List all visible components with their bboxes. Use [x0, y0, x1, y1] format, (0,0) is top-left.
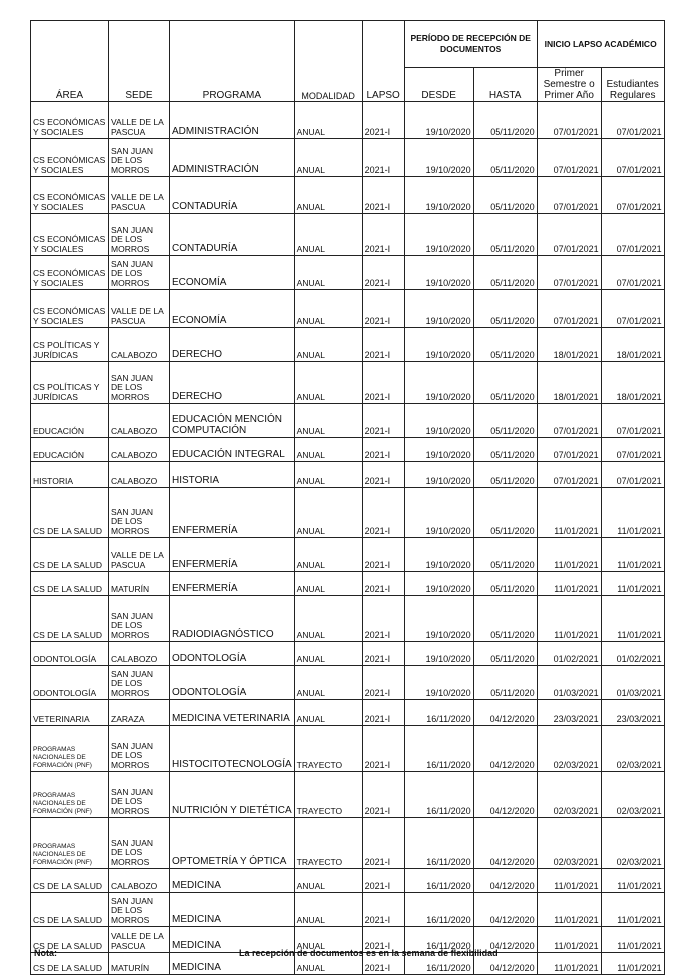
- group-header-inicio: INICIO LAPSO ACADÉMICO: [537, 21, 664, 68]
- cell-modalidad: TRAYECTO: [294, 818, 362, 869]
- cell-hasta: 05/11/2020: [473, 596, 537, 642]
- cell-regulares: 01/02/2021: [601, 642, 664, 666]
- cell-modalidad: ANUAL: [294, 328, 362, 362]
- cell-regulares: 02/03/2021: [601, 772, 664, 818]
- cell-hasta: 04/12/2020: [473, 953, 537, 975]
- cell-lapso: 2021-I: [362, 893, 404, 927]
- table-header: [31, 21, 665, 102]
- cell-modalidad: ANUAL: [294, 102, 362, 139]
- cell-programa: MEDICINA: [170, 927, 295, 953]
- cell-modalidad: ANUAL: [294, 256, 362, 290]
- col-header-hasta: HASTA: [473, 68, 537, 102]
- cell-lapso: 2021-I: [362, 726, 404, 772]
- cell-sede: SAN JUAN DE LOS MORROS: [109, 893, 170, 927]
- cell-hasta: 04/12/2020: [473, 818, 537, 869]
- cell-programa: MEDICINA VETERINARIA: [170, 700, 295, 726]
- table-row: [31, 642, 665, 666]
- cell-lapso: 2021-I: [362, 572, 404, 596]
- cell-modalidad: ANUAL: [294, 404, 362, 438]
- cell-desde: 19/10/2020: [404, 102, 473, 139]
- cell-area: CS ECONÓMICAS Y SOCIALES: [31, 102, 109, 139]
- cell-sede: ZARAZA: [109, 700, 170, 726]
- cell-regulares: 02/03/2021: [601, 726, 664, 772]
- cell-programa: CONTADURÍA: [170, 214, 295, 256]
- cell-sede: SAN JUAN DE LOS MORROS: [109, 666, 170, 700]
- cell-hasta: 05/11/2020: [473, 438, 537, 462]
- cell-primer: 02/03/2021: [537, 818, 601, 869]
- cell-sede: SAN JUAN DE LOS MORROS: [109, 139, 170, 177]
- cell-area: CS ECONÓMICAS Y SOCIALES: [31, 256, 109, 290]
- cell-modalidad: ANUAL: [294, 893, 362, 927]
- cell-lapso: 2021-I: [362, 177, 404, 214]
- table-body: [31, 102, 665, 975]
- cell-regulares: 11/01/2021: [601, 488, 664, 538]
- cell-sede: SAN JUAN DE LOS MORROS: [109, 488, 170, 538]
- cell-primer: 07/01/2021: [537, 290, 601, 328]
- cell-area: PROGRAMAS NACIONALES DE FORMACIÓN (PNF): [31, 726, 109, 772]
- table-row: [31, 666, 665, 700]
- cell-programa: ADMINISTRACIÓN: [170, 102, 295, 139]
- cell-primer: 07/01/2021: [537, 214, 601, 256]
- cell-sede: SAN JUAN DE LOS MORROS: [109, 772, 170, 818]
- table-row: [31, 214, 665, 256]
- cell-sede: MATURÍN: [109, 572, 170, 596]
- cell-sede: CALABOZO: [109, 328, 170, 362]
- cell-sede: SAN JUAN DE LOS MORROS: [109, 726, 170, 772]
- cell-hasta: 05/11/2020: [473, 572, 537, 596]
- cell-primer: 23/03/2021: [537, 700, 601, 726]
- cell-desde: 16/11/2020: [404, 772, 473, 818]
- cell-desde: 16/11/2020: [404, 700, 473, 726]
- cell-sede: SAN JUAN DE LOS MORROS: [109, 596, 170, 642]
- cell-primer: 11/01/2021: [537, 953, 601, 975]
- table-row: [31, 462, 665, 488]
- cell-desde: 19/10/2020: [404, 214, 473, 256]
- cell-sede: SAN JUAN DE LOS MORROS: [109, 256, 170, 290]
- cell-hasta: 04/12/2020: [473, 772, 537, 818]
- cell-modalidad: ANUAL: [294, 642, 362, 666]
- cell-lapso: 2021-I: [362, 488, 404, 538]
- cell-desde: 16/11/2020: [404, 953, 473, 975]
- table-row: [31, 139, 665, 177]
- cell-modalidad: ANUAL: [294, 596, 362, 642]
- cell-modalidad: ANUAL: [294, 290, 362, 328]
- cell-hasta: 05/11/2020: [473, 642, 537, 666]
- cell-regulares: 11/01/2021: [601, 927, 664, 953]
- cell-desde: 16/11/2020: [404, 893, 473, 927]
- cell-lapso: 2021-I: [362, 256, 404, 290]
- cell-modalidad: ANUAL: [294, 666, 362, 700]
- cell-hasta: 05/11/2020: [473, 462, 537, 488]
- cell-primer: 07/01/2021: [537, 462, 601, 488]
- table-row: [31, 818, 665, 869]
- table-row: [31, 177, 665, 214]
- cell-desde: 19/10/2020: [404, 666, 473, 700]
- cell-programa: ODONTOLOGÍA: [170, 666, 295, 700]
- cell-desde: 19/10/2020: [404, 572, 473, 596]
- cell-programa: ENFERMERÍA: [170, 538, 295, 572]
- cell-hasta: 05/11/2020: [473, 488, 537, 538]
- cell-programa: ENFERMERÍA: [170, 572, 295, 596]
- cell-lapso: 2021-I: [362, 700, 404, 726]
- cell-area: PROGRAMAS NACIONALES DE FORMACIÓN (PNF): [31, 818, 109, 869]
- cell-lapso: 2021-I: [362, 953, 404, 975]
- cell-modalidad: ANUAL: [294, 953, 362, 975]
- cell-programa: NUTRICIÓN Y DIETÉTICA: [170, 772, 295, 818]
- cell-desde: 19/10/2020: [404, 177, 473, 214]
- cell-sede: SAN JUAN DE LOS MORROS: [109, 818, 170, 869]
- cell-programa: EDUCACIÓN MENCIÓN COMPUTACIÓN: [170, 404, 295, 438]
- cell-area: CS DE LA SALUD: [31, 927, 109, 953]
- cell-hasta: 05/11/2020: [473, 290, 537, 328]
- cell-sede: CALABOZO: [109, 462, 170, 488]
- cell-sede: SAN JUAN DE LOS MORROS: [109, 214, 170, 256]
- table-row: [31, 362, 665, 404]
- cell-regulares: 18/01/2021: [601, 362, 664, 404]
- cell-regulares: 23/03/2021: [601, 700, 664, 726]
- cell-hasta: 04/12/2020: [473, 700, 537, 726]
- table-row: [31, 488, 665, 538]
- cell-primer: 11/01/2021: [537, 869, 601, 893]
- note-text: La recepción de documentos es en la semana de flexibilidad: [239, 948, 498, 958]
- cell-modalidad: ANUAL: [294, 362, 362, 404]
- cell-hasta: 05/11/2020: [473, 177, 537, 214]
- cell-primer: 11/01/2021: [537, 927, 601, 953]
- cell-programa: CONTADURÍA: [170, 177, 295, 214]
- cell-hasta: 05/11/2020: [473, 214, 537, 256]
- cell-regulares: 07/01/2021: [601, 102, 664, 139]
- cell-primer: 07/01/2021: [537, 404, 601, 438]
- cell-primer: 18/01/2021: [537, 328, 601, 362]
- cell-primer: 11/01/2021: [537, 488, 601, 538]
- col-header-primer: Primer Semestre o Primer Año: [537, 68, 601, 102]
- group-header-periodo: PERÍODO DE RECEPCIÓN DE DOCUMENTOS: [404, 21, 537, 68]
- cell-programa: DERECHO: [170, 362, 295, 404]
- cell-programa: RADIODIAGNÓSTICO: [170, 596, 295, 642]
- cell-hasta: 04/12/2020: [473, 927, 537, 953]
- cell-sede: VALLE DE LA PASCUA: [109, 177, 170, 214]
- table-row: [31, 290, 665, 328]
- cell-regulares: 07/01/2021: [601, 214, 664, 256]
- cell-sede: SAN JUAN DE LOS MORROS: [109, 362, 170, 404]
- cell-hasta: 05/11/2020: [473, 328, 537, 362]
- cell-regulares: 11/01/2021: [601, 596, 664, 642]
- cell-hasta: 05/11/2020: [473, 538, 537, 572]
- col-header-desde: DESDE: [404, 68, 473, 102]
- cell-programa: EDUCACIÓN INTEGRAL: [170, 438, 295, 462]
- cell-area: EDUCACIÓN: [31, 438, 109, 462]
- cell-primer: 11/01/2021: [537, 572, 601, 596]
- cell-desde: 19/10/2020: [404, 290, 473, 328]
- cell-modalidad: ANUAL: [294, 927, 362, 953]
- cell-desde: 19/10/2020: [404, 256, 473, 290]
- table-row: [31, 772, 665, 818]
- cell-modalidad: TRAYECTO: [294, 772, 362, 818]
- table-row: [31, 102, 665, 139]
- cell-primer: 07/01/2021: [537, 438, 601, 462]
- table-row: [31, 869, 665, 893]
- cell-lapso: 2021-I: [362, 596, 404, 642]
- table-row: [31, 328, 665, 362]
- cell-programa: HISTOCITOTECNOLOGÍA: [170, 726, 295, 772]
- table-row: [31, 404, 665, 438]
- cell-programa: OPTOMETRÍA Y ÓPTICA: [170, 818, 295, 869]
- cell-area: PROGRAMAS NACIONALES DE FORMACIÓN (PNF): [31, 772, 109, 818]
- table-row: [31, 596, 665, 642]
- table-row: [31, 438, 665, 462]
- cell-sede: CALABOZO: [109, 438, 170, 462]
- cell-hasta: 05/11/2020: [473, 362, 537, 404]
- schedule-table: [30, 20, 665, 975]
- cell-desde: 19/10/2020: [404, 488, 473, 538]
- col-header-sede: SEDE: [109, 21, 170, 102]
- cell-area: CS ECONÓMICAS Y SOCIALES: [31, 290, 109, 328]
- cell-area: HISTORIA: [31, 462, 109, 488]
- cell-area: ODONTOLOGÍA: [31, 642, 109, 666]
- cell-hasta: 05/11/2020: [473, 139, 537, 177]
- cell-area: ODONTOLOGÍA: [31, 666, 109, 700]
- cell-modalidad: ANUAL: [294, 538, 362, 572]
- col-header-area: ÁREA: [31, 21, 109, 102]
- table-row: [31, 726, 665, 772]
- cell-programa: DERECHO: [170, 328, 295, 362]
- cell-lapso: 2021-I: [362, 328, 404, 362]
- cell-primer: 07/01/2021: [537, 256, 601, 290]
- cell-modalidad: ANUAL: [294, 700, 362, 726]
- note-label: Nota:: [34, 948, 57, 958]
- cell-primer: 01/02/2021: [537, 642, 601, 666]
- cell-area: EDUCACIÓN: [31, 404, 109, 438]
- cell-lapso: 2021-I: [362, 214, 404, 256]
- cell-regulares: 01/03/2021: [601, 666, 664, 700]
- cell-desde: 19/10/2020: [404, 438, 473, 462]
- cell-primer: 11/01/2021: [537, 596, 601, 642]
- table-row: [31, 256, 665, 290]
- table-row: [31, 538, 665, 572]
- cell-lapso: 2021-I: [362, 818, 404, 869]
- cell-regulares: 07/01/2021: [601, 462, 664, 488]
- cell-lapso: 2021-I: [362, 927, 404, 953]
- cell-primer: 11/01/2021: [537, 538, 601, 572]
- cell-modalidad: ANUAL: [294, 177, 362, 214]
- cell-desde: 19/10/2020: [404, 139, 473, 177]
- cell-primer: 07/01/2021: [537, 139, 601, 177]
- cell-area: CS ECONÓMICAS Y SOCIALES: [31, 139, 109, 177]
- cell-regulares: 07/01/2021: [601, 404, 664, 438]
- cell-hasta: 04/12/2020: [473, 893, 537, 927]
- cell-desde: 16/11/2020: [404, 927, 473, 953]
- cell-programa: MEDICINA: [170, 869, 295, 893]
- cell-primer: 01/03/2021: [537, 666, 601, 700]
- cell-area: VETERINARIA: [31, 700, 109, 726]
- cell-regulares: 07/01/2021: [601, 256, 664, 290]
- cell-regulares: 07/01/2021: [601, 139, 664, 177]
- cell-programa: MEDICINA: [170, 953, 295, 975]
- cell-lapso: 2021-I: [362, 290, 404, 328]
- cell-desde: 19/10/2020: [404, 404, 473, 438]
- col-header-programa: PROGRAMA: [170, 21, 295, 102]
- cell-regulares: 02/03/2021: [601, 818, 664, 869]
- cell-area: CS DE LA SALUD: [31, 953, 109, 975]
- cell-area: CS ECONÓMICAS Y SOCIALES: [31, 214, 109, 256]
- cell-hasta: 05/11/2020: [473, 666, 537, 700]
- cell-hasta: 05/11/2020: [473, 404, 537, 438]
- cell-sede: VALLE DE LA PASCUA: [109, 927, 170, 953]
- cell-area: CS POLÍTICAS Y JURÍDICAS: [31, 328, 109, 362]
- cell-sede: VALLE DE LA PASCUA: [109, 538, 170, 572]
- table-row: [31, 893, 665, 927]
- cell-modalidad: TRAYECTO: [294, 726, 362, 772]
- cell-modalidad: ANUAL: [294, 214, 362, 256]
- cell-lapso: 2021-I: [362, 869, 404, 893]
- cell-lapso: 2021-I: [362, 538, 404, 572]
- table-row: [31, 700, 665, 726]
- cell-programa: HISTORIA: [170, 462, 295, 488]
- cell-desde: 19/10/2020: [404, 328, 473, 362]
- cell-hasta: 04/12/2020: [473, 869, 537, 893]
- cell-desde: 19/10/2020: [404, 462, 473, 488]
- cell-lapso: 2021-I: [362, 642, 404, 666]
- cell-area: CS DE LA SALUD: [31, 572, 109, 596]
- cell-regulares: 18/01/2021: [601, 328, 664, 362]
- cell-programa: ODONTOLOGÍA: [170, 642, 295, 666]
- cell-lapso: 2021-I: [362, 666, 404, 700]
- cell-sede: VALLE DE LA PASCUA: [109, 102, 170, 139]
- cell-modalidad: ANUAL: [294, 572, 362, 596]
- col-header-lapso: LAPSO: [362, 21, 404, 102]
- cell-sede: CALABOZO: [109, 642, 170, 666]
- cell-hasta: 05/11/2020: [473, 102, 537, 139]
- cell-desde: 16/11/2020: [404, 818, 473, 869]
- cell-sede: CALABOZO: [109, 869, 170, 893]
- cell-area: CS ECONÓMICAS Y SOCIALES: [31, 177, 109, 214]
- cell-lapso: 2021-I: [362, 139, 404, 177]
- cell-primer: 07/01/2021: [537, 177, 601, 214]
- cell-sede: CALABOZO: [109, 404, 170, 438]
- cell-desde: 19/10/2020: [404, 596, 473, 642]
- cell-primer: 11/01/2021: [537, 893, 601, 927]
- cell-programa: MEDICINA: [170, 893, 295, 927]
- cell-area: CS DE LA SALUD: [31, 596, 109, 642]
- cell-lapso: 2021-I: [362, 772, 404, 818]
- cell-regulares: 07/01/2021: [601, 177, 664, 214]
- cell-primer: 02/03/2021: [537, 772, 601, 818]
- cell-primer: 18/01/2021: [537, 362, 601, 404]
- cell-area: CS DE LA SALUD: [31, 869, 109, 893]
- col-header-modalidad: MODALIDAD: [294, 21, 362, 102]
- cell-regulares: 11/01/2021: [601, 572, 664, 596]
- cell-desde: 19/10/2020: [404, 362, 473, 404]
- cell-hasta: 05/11/2020: [473, 256, 537, 290]
- cell-lapso: 2021-I: [362, 462, 404, 488]
- cell-modalidad: ANUAL: [294, 869, 362, 893]
- cell-programa: ENFERMERÍA: [170, 488, 295, 538]
- cell-regulares: 11/01/2021: [601, 893, 664, 927]
- cell-area: CS DE LA SALUD: [31, 538, 109, 572]
- cell-regulares: 11/01/2021: [601, 953, 664, 975]
- cell-regulares: 07/01/2021: [601, 438, 664, 462]
- cell-programa: ECONOMÍA: [170, 256, 295, 290]
- table-row: [31, 572, 665, 596]
- cell-regulares: 07/01/2021: [601, 290, 664, 328]
- cell-programa: ECONOMÍA: [170, 290, 295, 328]
- cell-area: CS POLÍTICAS Y JURÍDICAS: [31, 362, 109, 404]
- cell-lapso: 2021-I: [362, 362, 404, 404]
- cell-area: CS DE LA SALUD: [31, 893, 109, 927]
- cell-desde: 19/10/2020: [404, 538, 473, 572]
- cell-regulares: 11/01/2021: [601, 869, 664, 893]
- cell-sede: VALLE DE LA PASCUA: [109, 290, 170, 328]
- col-header-regulares: Estudiantes Regulares: [601, 68, 664, 102]
- cell-modalidad: ANUAL: [294, 139, 362, 177]
- cell-regulares: 11/01/2021: [601, 538, 664, 572]
- schedule-table-container: [30, 20, 665, 975]
- cell-desde: 16/11/2020: [404, 869, 473, 893]
- cell-desde: 16/11/2020: [404, 726, 473, 772]
- cell-area: CS DE LA SALUD: [31, 488, 109, 538]
- cell-programa: ADMINISTRACIÓN: [170, 139, 295, 177]
- cell-hasta: 04/12/2020: [473, 726, 537, 772]
- cell-lapso: 2021-I: [362, 404, 404, 438]
- cell-modalidad: ANUAL: [294, 488, 362, 538]
- cell-lapso: 2021-I: [362, 438, 404, 462]
- cell-modalidad: ANUAL: [294, 438, 362, 462]
- cell-primer: 02/03/2021: [537, 726, 601, 772]
- cell-sede: MATURÍN: [109, 953, 170, 975]
- cell-modalidad: ANUAL: [294, 462, 362, 488]
- cell-desde: 19/10/2020: [404, 642, 473, 666]
- cell-primer: 07/01/2021: [537, 102, 601, 139]
- cell-lapso: 2021-I: [362, 102, 404, 139]
